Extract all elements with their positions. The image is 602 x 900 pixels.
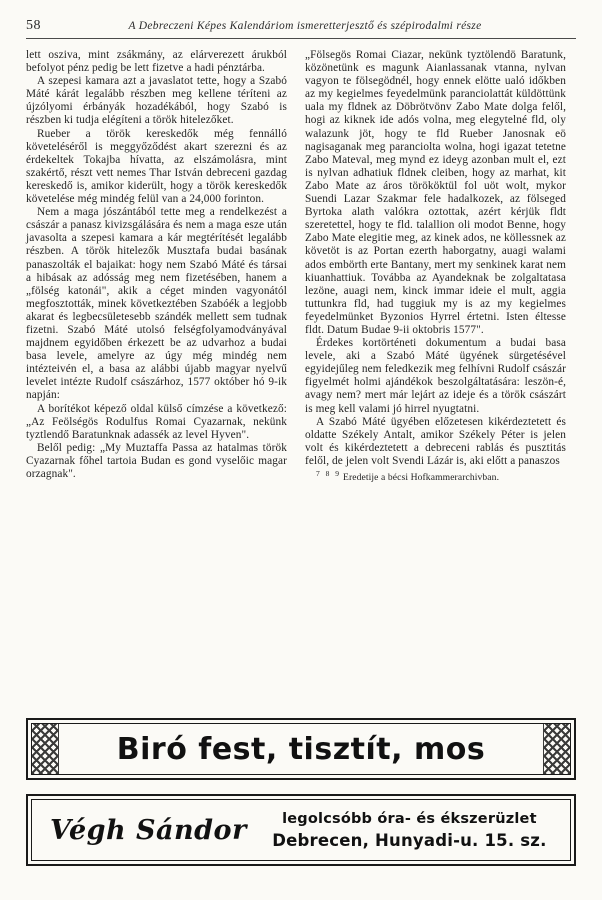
vegh-sandor-details: [247, 811, 558, 850]
footnote: [305, 468, 566, 483]
biro-ad: [26, 718, 576, 780]
paragraph: Nem a maga jószántából tette meg a rendelkezést a császár a panasz kivizsgálására és nem a maga esze után javasolta a szepesi kamara a kár megtérítését legalább részben. A török hitelezők Musztafa budai basának panaszolták el bajaikat: hogy nem Szabó Máté és társai a hibásak az adósság meg nem fizetésében, hanem a „fölség katonái", akik a céget minden vagyonától megfosztották, minek következtében Szabóék a legjobb akarat és legbecsületesebb szándék mellett sem tudnak fizetni. Szabó Máté utolsó felségfolyamodványával majdnem egyidőben érkezett be az udvarhoz a budai basa levele, amelyre az úgy még mindég nem intézteivén el, a basa az alábbi újabb magyar nyelvű levelet intézte Rudolf császárhoz, 1577 október hó 9-ik napján:: [26, 206, 287, 402]
footnote-text: Eredetije a bécsi Hofkammerarchivban.: [343, 472, 500, 484]
advertisement-block: [26, 718, 576, 880]
left-column: [26, 49, 287, 719]
ornament-right-icon: [543, 724, 570, 774]
paragraph: A borítékot képező oldal külső címzése a következő: „Az Feölségös Rodulfus Romai Cyazarnak, nekünk tyztlendő Baratunknak adassék az level Hyven".: [26, 402, 287, 441]
paragraph: lett osziva, mint zsákmány, az elárverezett árukból befolyot pénz pedig be lett fizetve a hadi pénztárba.: [26, 49, 287, 75]
vegh-sandor-ad: [26, 794, 576, 866]
paragraph: Érdekes kortörténeti dokumentum a budai basa levele, aki a Szabó Máté ügyének sürgetésével egyidejűleg nem feledkezik meg felhívni Rudolf császár figyelmét holmi ajándékok beszolgáltatására: leszön-é, avagy nem? mert már lejárt az ideje és a török császárt is meg kell valami jó hirrel nyugtatni.: [305, 337, 566, 415]
running-head-title: A Debreczeni Képes Kalendáriom ismeretterjesztő és szépirodalmi része: [128, 20, 482, 32]
right-column: [305, 49, 566, 719]
page-number: 58: [26, 18, 41, 33]
vegh-sandor-ad-inner: [31, 799, 571, 861]
biro-ad-inner: [31, 723, 571, 775]
vegh-sandor-address: Debrecen, Hunyadi-u. 15. sz.: [272, 830, 547, 850]
footnote-marker: 7 8 9: [316, 469, 341, 478]
text-columns: [26, 49, 576, 719]
paragraph: A szepesi kamara azt a javaslatot tette, hogy a Szabó Máté kárát legalább részben meg kellene téríteni az újzólyomi érbányák hozadékából, hogy Szabó is részben ki tudja elégíteni a török hitelezőket.: [26, 75, 287, 127]
running-head: [26, 18, 576, 39]
paragraph: Belől pedig: „My Muztaffa Passa az hatalmas török Cyazarnak főhel tartoia Budan es gond vyselőic magar orzagnak".: [26, 441, 287, 480]
paragraph: A Szabó Máté ügyében előzetesen kikérdeztetett és oldatte Székely Antalt, amikor Székely Péter is jelen volt és kikérdeztetett a debreceni rablás és pusztitás felől, de jelen volt Svendi Lázár is, aki előtt a panaszos: [305, 415, 566, 467]
vegh-sandor-tagline: legolcsóbb óra- és ékszerüzlet: [282, 810, 537, 827]
biro-ad-text: Biró fest, tisztít, mos: [116, 731, 486, 767]
ornament-left-icon: [32, 724, 59, 774]
vegh-sandor-brand: Végh Sándor: [50, 814, 247, 846]
paragraph: Rueber a török kereskedők még fennálló követeléséről is meggyőződést akart szerezni és az érdekeltek Tokajba hívatta, az elszámolásra, mint szakértő, részt vett nemes Thar István debreceni gazdag kereskedő is, amikor kiderült, hogy a török kereskedők követelése még mindég felül van a 24,000 forinton.: [26, 127, 287, 206]
paragraph: „Fölsegös Romai Ciazar, nekünk tyztölendö Baratunk, közönetünk es magunk Aianlassanak vtanna, nylvan vagyon te fölsegödnél, hogy ennek elötte ualó időkben az my kegielmes feyedelmünk paranciolattát küldöttünk uala my fldnek az Döbrötvönv Zabo Mate dolga felől, hogi az kiknek ide adós volna, meg elegytelné fld, oly walazunk jöt, hogy te fld Rueber Janosnak eö nagisaganak meg paranciolta wolna, hogi igazat tetetne Zabo Mateval, meg mynd ez ideyg azonban mult el, ezt is nylvan adhatiuk fldnek cleiben, hogy az marhat, kit Zabo Mate az áros törököktül fol uöt wolt, mykor Suendi Lazar Szakmar fele hadalkozek, az fölseged Byrtoka alath valókra oztottak, azért kérjük fldt szeretettel, hogy te fld. talallion oli modot Benne, hogy Zabo Mate elegitie meg, az kinek ados, ne köllessnek az követöt is az Portan ezerth haborgatny, auagi walami ados embörth erte Bantany, mert my senkinek karat nem kiuanhattiuk. Továbba az Ayandeknak be zolgaltatasa lezöne, auagi nem, kinck immar ideie el mult, aggia tuttunkra fld, had tuggiuk my is az my kegielmes feyedelmünket Byzonios Hyrrel értetni. Isten éltesse fldt. Datum Budae 9-ii oktobris 1577".: [305, 49, 566, 336]
